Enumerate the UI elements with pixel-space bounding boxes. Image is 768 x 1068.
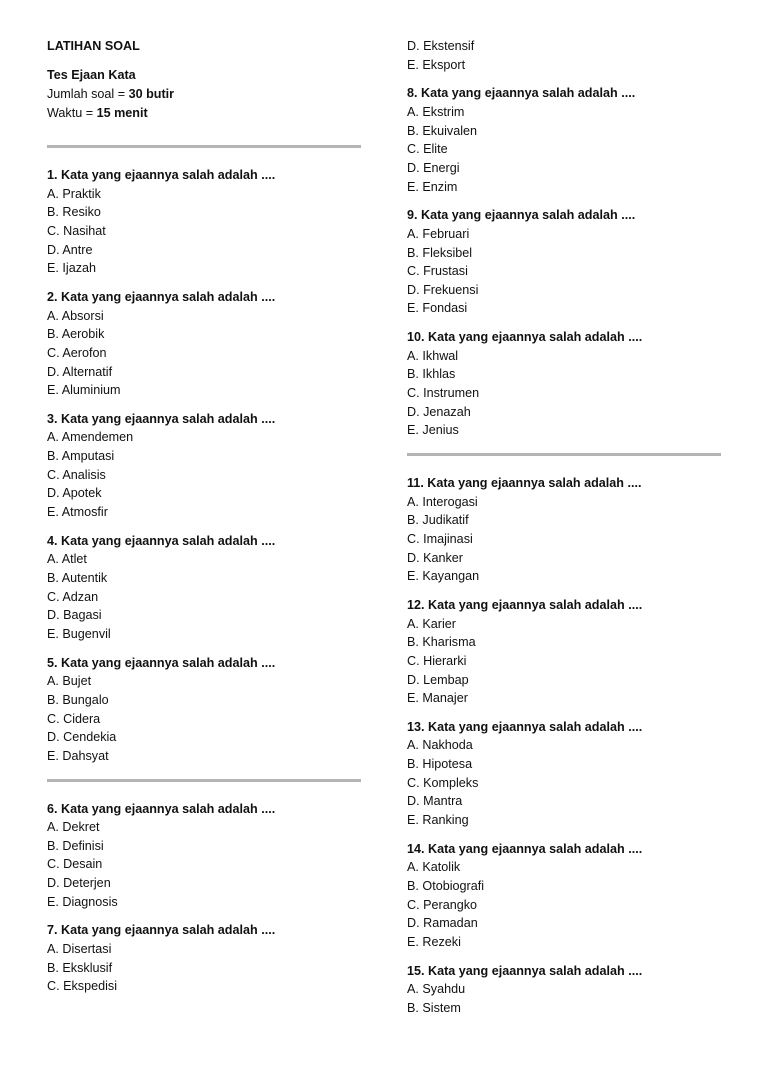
answer-option: C. Adzan: [47, 589, 99, 604]
answer-option: A. Absorsi: [47, 308, 104, 323]
answer-option: D. Frekuensi: [407, 282, 479, 297]
question-count: [47, 85, 174, 103]
answer-option: E. Aluminium: [47, 383, 121, 398]
answer-option: D. Kanker: [407, 550, 463, 565]
answer-option: E. Fondasi: [407, 301, 468, 316]
answer-option: C. Analisis: [47, 467, 106, 482]
answer-option: B. Hipotesa: [407, 757, 473, 772]
answer-option: D. Jenazah: [407, 404, 471, 419]
answer-option: E. Ijazah: [47, 261, 97, 276]
question-text: 7. Kata yang ejaannya salah adalah ....: [47, 923, 276, 938]
answer-option: D. Antre: [47, 242, 93, 257]
answer-option: A. Syahdu: [407, 982, 466, 997]
question-text: 8. Kata yang ejaannya salah adalah ....: [407, 86, 636, 101]
question-text: 2. Kata yang ejaannya salah adalah ....: [47, 289, 276, 304]
answer-option: B. Autentik: [47, 571, 108, 585]
question-count-value: 30 butir: [128, 87, 175, 101]
answer-option: A. Nakhoda: [407, 738, 473, 753]
answer-option: A. Praktik: [47, 186, 101, 201]
answer-option: C. Elite: [407, 142, 448, 157]
answer-option: A. Ekstrim: [407, 104, 465, 119]
answer-option: B. Bungalo: [47, 692, 109, 707]
answer-option: E. Bugenvil: [47, 626, 111, 641]
answer-option: D. Energi: [407, 160, 460, 175]
answer-option: C. Instrumen: [407, 386, 480, 401]
answer-option: E. Kayangan: [407, 569, 480, 584]
answer-option: D. Alternatif: [47, 364, 113, 379]
answer-option: B. Ekuivalen: [407, 123, 478, 138]
question-text: 14. Kata yang ejaannya salah adalah ....: [407, 841, 643, 856]
answer-option: A. Karier: [407, 616, 456, 631]
answer-option: C. Ekspedisi: [47, 979, 117, 994]
answer-option: D. Lembap: [407, 672, 469, 687]
answer-option: D. Ramadan: [407, 916, 478, 931]
answer-option: C. Desain: [47, 857, 103, 872]
answer-option: C. Frustasi: [407, 264, 468, 279]
answer-option: C. Aerofon: [47, 345, 107, 360]
answer-option: E. Rezeki: [407, 934, 461, 949]
time-limit: [47, 104, 148, 122]
answer-option: A. Atlet: [47, 552, 87, 567]
answer-option: E. Jenius: [407, 423, 459, 438]
answer-option: A. Ikhwal: [407, 348, 459, 363]
answer-option: E. Manajer: [407, 691, 468, 706]
answer-option: E. Ranking: [407, 813, 469, 828]
answer-option: B. Ikhlas: [407, 367, 456, 382]
question-count-label: Jumlah soal =: [47, 87, 129, 101]
section-divider: [47, 779, 361, 782]
answer-option: B. Otobiografi: [407, 879, 485, 893]
time-limit-value: 15 menit: [96, 106, 148, 120]
answer-option: A. Februari: [407, 226, 470, 241]
section-divider: [407, 453, 721, 456]
section-divider: [47, 145, 361, 148]
answer-option: D. Ekstensif: [407, 39, 475, 53]
answer-option: B. Judikatif: [407, 513, 469, 528]
answer-option: C. Cidera: [47, 711, 101, 726]
answer-option: C. Nasihat: [47, 223, 106, 238]
question-text: 4. Kata yang ejaannya salah adalah ....: [47, 533, 276, 548]
question-text: 6. Kata yang ejaannya salah adalah ....: [47, 801, 276, 816]
answer-option: E. Eksport: [407, 57, 466, 72]
answer-option: D. Bagasi: [47, 608, 102, 623]
answer-option: A. Disertasi: [47, 942, 112, 957]
question-text: 11. Kata yang ejaannya salah adalah ....: [407, 476, 642, 490]
answer-option: A. Bujet: [47, 674, 92, 689]
question-text: 5. Kata yang ejaannya salah adalah ....: [47, 655, 276, 670]
question-text: 10. Kata yang ejaannya salah adalah ....: [407, 330, 643, 345]
answer-option: B. Kharisma: [407, 635, 476, 650]
answer-option: A. Amendemen: [47, 430, 134, 445]
question-text: 9. Kata yang ejaannya salah adalah ....: [407, 208, 636, 223]
answer-option: C. Imajinasi: [407, 531, 473, 546]
answer-option: A. Interogasi: [407, 494, 478, 509]
answer-option: D. Mantra: [407, 794, 463, 809]
answer-option: D. Apotek: [47, 486, 102, 501]
answer-option: B. Resiko: [47, 205, 101, 220]
answer-option: A. Dekret: [47, 820, 100, 835]
question-text: 15. Kata yang ejaannya salah adalah ....: [407, 963, 643, 978]
answer-option: B. Sistem: [407, 1000, 461, 1015]
answer-option: B. Fleksibel: [407, 245, 473, 260]
answer-option: C. Kompleks: [407, 775, 479, 790]
answer-option: D. Cendekia: [47, 730, 117, 745]
answer-option: C. Hierarki: [407, 653, 467, 668]
question-text: 1. Kata yang ejaannya salah adalah ....: [47, 168, 276, 182]
question-text: 3. Kata yang ejaannya salah adalah ....: [47, 411, 276, 426]
answer-option: B. Eksklusif: [47, 960, 113, 975]
answer-option: B. Amputasi: [47, 449, 115, 464]
answer-option: A. Katolik: [407, 860, 461, 875]
worksheet-title: LATIHAN SOAL: [47, 39, 140, 53]
answer-option: E. Enzim: [407, 179, 458, 194]
test-subtitle: Tes Ejaan Kata: [47, 68, 136, 82]
answer-option: B. Aerobik: [47, 327, 105, 342]
answer-option: D. Deterjen: [47, 876, 111, 891]
answer-option: E. Dahsyat: [47, 748, 109, 763]
answer-option: C. Perangko: [407, 897, 478, 912]
answer-option: E. Diagnosis: [47, 894, 118, 909]
answer-option: E. Atmosfir: [47, 505, 108, 520]
question-text: 13. Kata yang ejaannya salah adalah ....: [407, 719, 643, 734]
answer-option: B. Definisi: [47, 838, 104, 853]
question-text: 12. Kata yang ejaannya salah adalah ....: [407, 597, 643, 612]
time-limit-label: Waktu =: [47, 106, 97, 120]
